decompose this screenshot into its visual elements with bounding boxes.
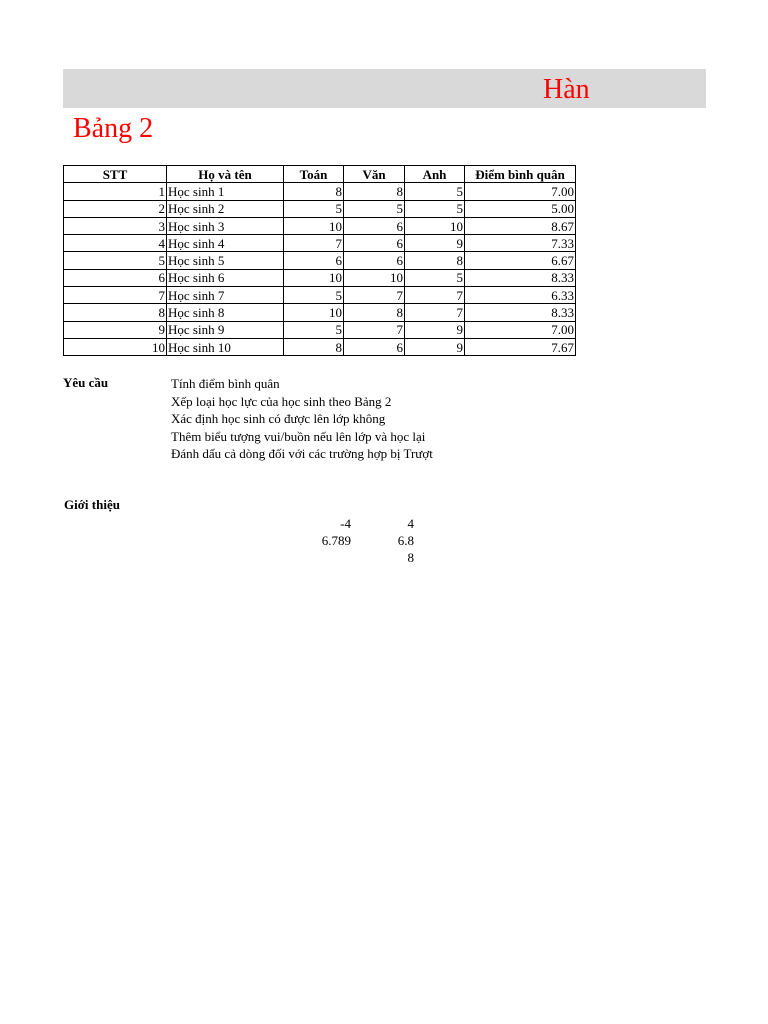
cell-average[interactable]: 6.33 xyxy=(465,287,576,304)
header-average[interactable]: Điểm bình quân xyxy=(465,166,576,183)
cell-anh[interactable]: 8 xyxy=(405,252,465,269)
cell-average[interactable]: 8.33 xyxy=(465,269,576,286)
cell-van[interactable]: 10 xyxy=(344,269,405,286)
requirement-item[interactable]: Đánh dấu cả dòng đối với các trường hợp bị Trượt xyxy=(171,446,433,461)
table-row xyxy=(64,252,576,269)
table-row xyxy=(64,338,576,355)
requirements-list xyxy=(171,375,433,463)
cell-toan[interactable]: 8 xyxy=(284,338,344,355)
introduction-label: Giới thiệu xyxy=(64,497,120,512)
cell-toan[interactable]: 5 xyxy=(284,321,344,338)
cell-name[interactable]: Học sinh 8 xyxy=(167,304,284,321)
cell-name[interactable]: Học sinh 7 xyxy=(167,287,284,304)
requirement-item[interactable]: Xếp loại học lực của học sinh theo Bảng 2 xyxy=(171,393,392,409)
cell-anh[interactable]: 9 xyxy=(405,235,465,252)
table-row xyxy=(64,269,576,286)
cell-van[interactable]: 8 xyxy=(344,304,405,321)
cell-anh[interactable]: 7 xyxy=(405,304,465,321)
requirement-item[interactable]: Tính điểm bình quân xyxy=(171,376,280,391)
cell-van[interactable]: 7 xyxy=(344,287,405,304)
intro-cell[interactable]: 6.8 xyxy=(397,533,414,548)
requirements-label: Yêu cầu xyxy=(63,375,109,390)
cell-name[interactable]: Học sinh 3 xyxy=(167,217,284,234)
cell-van[interactable]: 8 xyxy=(344,183,405,200)
cell-toan[interactable]: 8 xyxy=(284,183,344,200)
header-name[interactable]: Họ và tên xyxy=(167,166,284,183)
cell-average[interactable]: 8.33 xyxy=(465,304,576,321)
cell-name[interactable]: Học sinh 6 xyxy=(167,269,284,286)
cell-van[interactable]: 7 xyxy=(344,321,405,338)
cell-anh[interactable]: 5 xyxy=(405,200,465,217)
requirement-item[interactable]: Thêm biểu tượng vui/buồn nếu lên lớp và học lại xyxy=(171,428,426,444)
cell-toan[interactable]: 7 xyxy=(284,235,344,252)
cell-stt[interactable]: 9 xyxy=(64,321,167,338)
sheet-title: Bảng 2 xyxy=(73,113,154,144)
cell-stt[interactable]: 10 xyxy=(64,338,167,355)
cell-van[interactable]: 5 xyxy=(344,200,405,217)
cell-anh[interactable]: 9 xyxy=(405,338,465,355)
table-row xyxy=(64,321,576,338)
intro-cell[interactable]: -4 xyxy=(340,516,351,531)
cell-toan[interactable]: 10 xyxy=(284,269,344,286)
header-band xyxy=(63,69,706,108)
cell-toan[interactable]: 10 xyxy=(284,217,344,234)
intro-cell[interactable]: 4 xyxy=(407,516,414,531)
cell-name[interactable]: Học sinh 2 xyxy=(167,200,284,217)
cell-anh[interactable]: 10 xyxy=(405,217,465,234)
table-row xyxy=(64,287,576,304)
cell-stt[interactable]: 8 xyxy=(64,304,167,321)
cell-stt[interactable]: 5 xyxy=(64,252,167,269)
cell-average[interactable]: 5.00 xyxy=(465,200,576,217)
cell-stt[interactable]: 2 xyxy=(64,200,167,217)
cell-stt[interactable]: 6 xyxy=(64,269,167,286)
cell-average[interactable]: 7.33 xyxy=(465,235,576,252)
cell-van[interactable]: 6 xyxy=(344,235,405,252)
table-row xyxy=(64,200,576,217)
requirement-item[interactable]: Xác định học sinh có được lên lớp không xyxy=(171,411,386,426)
cell-toan[interactable]: 6 xyxy=(284,252,344,269)
cell-stt[interactable]: 3 xyxy=(64,217,167,234)
intro-cell[interactable]: 8 xyxy=(407,550,414,565)
table-row xyxy=(64,183,576,200)
cell-name[interactable]: Học sinh 9 xyxy=(167,321,284,338)
header-anh[interactable]: Anh xyxy=(405,166,465,183)
cell-average[interactable]: 6.67 xyxy=(465,252,576,269)
cell-average[interactable]: 7.67 xyxy=(465,338,576,355)
cell-toan[interactable]: 5 xyxy=(284,287,344,304)
cell-average[interactable]: 7.00 xyxy=(465,183,576,200)
table-row xyxy=(64,217,576,234)
cell-name[interactable]: Học sinh 4 xyxy=(167,235,284,252)
cell-toan[interactable]: 10 xyxy=(284,304,344,321)
grades-table xyxy=(63,165,576,356)
cell-toan[interactable]: 5 xyxy=(284,200,344,217)
cell-name[interactable]: Học sinh 10 xyxy=(167,338,284,355)
cell-name[interactable]: Học sinh 5 xyxy=(167,252,284,269)
table-header-row xyxy=(64,166,576,183)
intro-cell[interactable]: 6.789 xyxy=(321,533,351,548)
cell-anh[interactable]: 5 xyxy=(405,183,465,200)
cell-anh[interactable]: 7 xyxy=(405,287,465,304)
header-van[interactable]: Văn xyxy=(344,166,405,183)
cell-average[interactable]: 8.67 xyxy=(465,217,576,234)
cell-stt[interactable]: 1 xyxy=(64,183,167,200)
cell-stt[interactable]: 7 xyxy=(64,287,167,304)
cell-anh[interactable]: 9 xyxy=(405,321,465,338)
header-title: Hàn xyxy=(543,74,590,105)
cell-van[interactable]: 6 xyxy=(344,252,405,269)
header-stt[interactable]: STT xyxy=(64,166,167,183)
table-row xyxy=(64,304,576,321)
cell-stt[interactable]: 4 xyxy=(64,235,167,252)
cell-name[interactable]: Học sinh 1 xyxy=(167,183,284,200)
table-row xyxy=(64,235,576,252)
table-body xyxy=(64,183,576,356)
cell-anh[interactable]: 5 xyxy=(405,269,465,286)
cell-van[interactable]: 6 xyxy=(344,217,405,234)
cell-van[interactable]: 6 xyxy=(344,338,405,355)
header-toan[interactable]: Toán xyxy=(284,166,344,183)
cell-average[interactable]: 7.00 xyxy=(465,321,576,338)
